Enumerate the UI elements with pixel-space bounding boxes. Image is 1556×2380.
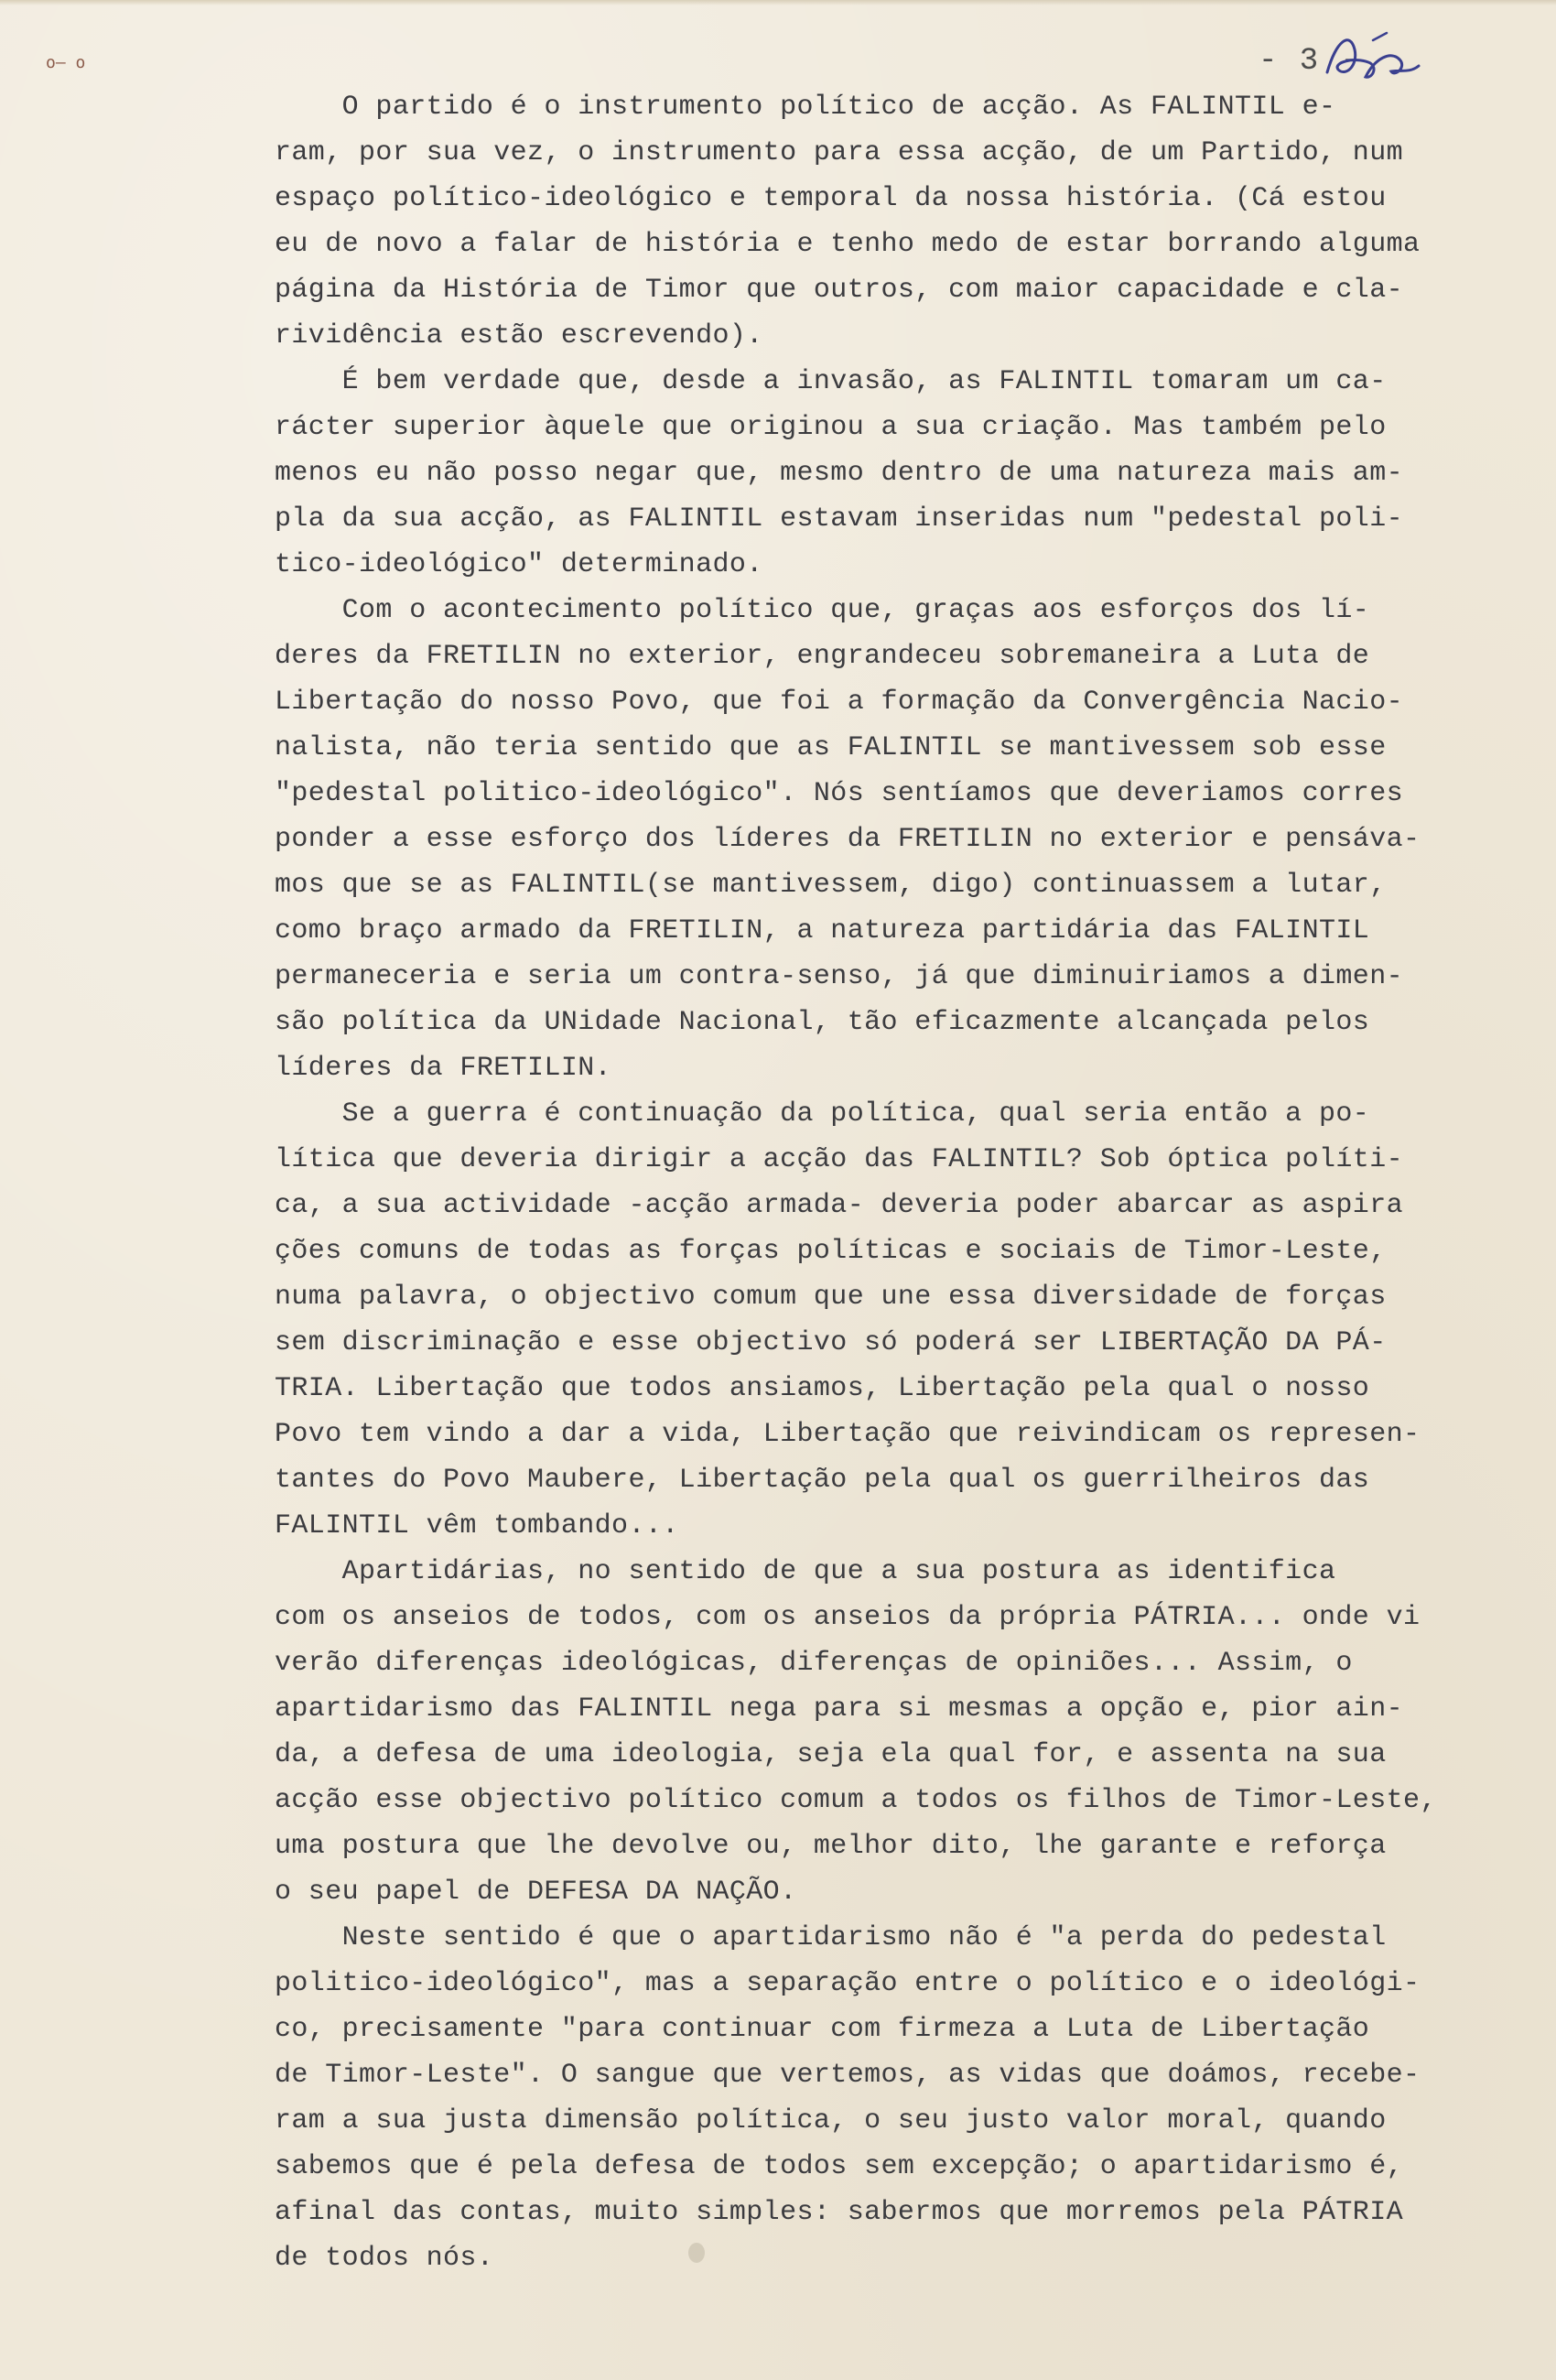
text-line: TRIA. Libertação que todos ansiamos, Libertação pela qual o nosso xyxy=(275,1373,1370,1404)
text-line: permaneceria e seria um contra-senso, já que diminuiriamos a dimen- xyxy=(275,961,1403,992)
text-line: rividência estão escrevendo). xyxy=(275,320,763,352)
text-line: ram, por sua vez, o instrumento para essa acção, de um Partido, num xyxy=(275,137,1403,168)
text-line: da, a defesa de uma ideologia, seja ela qual for, e assenta na sua xyxy=(275,1739,1387,1770)
text-line: tantes do Povo Maubere, Libertação pela qual os guerrilheiros das xyxy=(275,1465,1370,1496)
text-line: de todos nós. xyxy=(275,2243,494,2274)
text-line: FALINTIL vêm tombando... xyxy=(275,1510,679,1542)
text-line: mos que se as FALINTIL(se mantivessem, digo) continuassem a lutar, xyxy=(275,870,1387,901)
text-line: página da História de Timor que outros, com maior capacidade e cla- xyxy=(275,275,1403,306)
paper-stain xyxy=(688,2243,705,2263)
text-line: "pedestal politico-ideológico". Nós sentíamos que deveriamos corres xyxy=(275,778,1403,809)
text-line: Libertação do nosso Povo, que foi a formação da Convergência Nacio- xyxy=(275,687,1403,718)
text-line: Neste sentido é que o apartidarismo não é "a perda do pedestal xyxy=(275,1922,1387,1953)
text-line: ca, a sua actividade -acção armada- deveria poder abarcar as aspira xyxy=(275,1190,1403,1221)
text-line: menos eu não posso negar que, mesmo dentro de uma natureza mais am- xyxy=(275,458,1403,489)
text-line: com os anseios de todos, com os anseios da própria PÁTRIA... onde vi xyxy=(275,1602,1421,1633)
page-number: - 3 - xyxy=(1259,44,1362,79)
text-line: É bem verdade que, desde a invasão, as FALINTIL tomaram um ca- xyxy=(275,366,1387,397)
text-line: como braço armado da FRETILIN, a natureza partidária das FALINTIL xyxy=(275,915,1370,947)
text-line: sabemos que é pela defesa de todos sem excepção; o apartidarismo é, xyxy=(275,2151,1403,2182)
text-line: ponder a esse esforço dos líderes da FRETILIN no exterior e pensáva- xyxy=(275,824,1421,855)
corner-mark: o— o xyxy=(46,53,86,72)
text-line: Com o acontecimento político que, graças aos esforços dos lí- xyxy=(275,595,1370,626)
text-line: líderes da FRETILIN. xyxy=(275,1053,612,1084)
text-line: ções comuns de todas as forças políticas e sociais de Timor-Leste, xyxy=(275,1236,1387,1267)
text-line: pla da sua acção, as FALINTIL estavam inseridas num "pedestal poli- xyxy=(275,503,1403,535)
text-line: acção esse objectivo político comum a todos os filhos de Timor-Leste, xyxy=(275,1785,1437,1816)
text-line: apartidarismo das FALINTIL nega para si mesmas a opção e, pior ain- xyxy=(275,1693,1403,1725)
text-line: Se a guerra é continuação da política, qual seria então a po- xyxy=(275,1098,1370,1130)
text-line: afinal das contas, muito simples: sabermos que morremos pela PÁTRIA xyxy=(275,2197,1403,2228)
text-line: espaço político-ideológico e temporal da nossa história. (Cá estou xyxy=(275,183,1387,214)
text-line: o seu papel de DEFESA DA NAÇÃO. xyxy=(275,1877,797,1908)
text-line: de Timor-Leste". O sangue que vertemos, as vidas que doámos, recebe- xyxy=(275,2060,1421,2091)
text-line: politico-ideológico", mas a separação entre o político e o ideológi- xyxy=(275,1968,1421,1999)
text-line: sem discriminação e esse objectivo só poderá ser LIBERTAÇÃO DA PÁ- xyxy=(275,1327,1387,1358)
text-line: numa palavra, o objectivo comum que une essa diversidade de forças xyxy=(275,1282,1387,1313)
text-line: co, precisamente "para continuar com firmeza a Luta de Libertação xyxy=(275,2014,1370,2045)
text-line: rácter superior àquele que originou a sua criação. Mas também pelo xyxy=(275,412,1387,443)
text-line: lítica que deveria dirigir a acção das FALINTIL? Sob óptica políti- xyxy=(275,1144,1403,1175)
text-line: deres da FRETILIN no exterior, engrandeceu sobremaneira a Luta de xyxy=(275,641,1370,672)
text-line: uma postura que lhe devolve ou, melhor dito, lhe garante e reforça xyxy=(275,1831,1387,1862)
text-line: eu de novo a falar de história e tenho medo de estar borrando alguma xyxy=(275,229,1421,260)
text-line: são política da UNidade Nacional, tão eficazmente alcançada pelos xyxy=(275,1007,1370,1038)
text-line: Povo tem vindo a dar a vida, Libertação que reivindicam os represen- xyxy=(275,1419,1421,1450)
text-line: Apartidárias, no sentido de que a sua postura as identifica xyxy=(275,1556,1336,1587)
text-line: tico-ideológico" determinado. xyxy=(275,549,763,580)
text-line: nalista, não teria sentido que as FALINTIL se mantivessem sob esse xyxy=(275,732,1387,763)
text-line: O partido é o instrumento político de acção. As FALINTIL e- xyxy=(275,92,1336,123)
text-line: verão diferenças ideológicas, diferenças de opiniões... Assim, o xyxy=(275,1648,1353,1679)
text-line: ram a sua justa dimensão política, o seu justo valor moral, quando xyxy=(275,2105,1387,2137)
